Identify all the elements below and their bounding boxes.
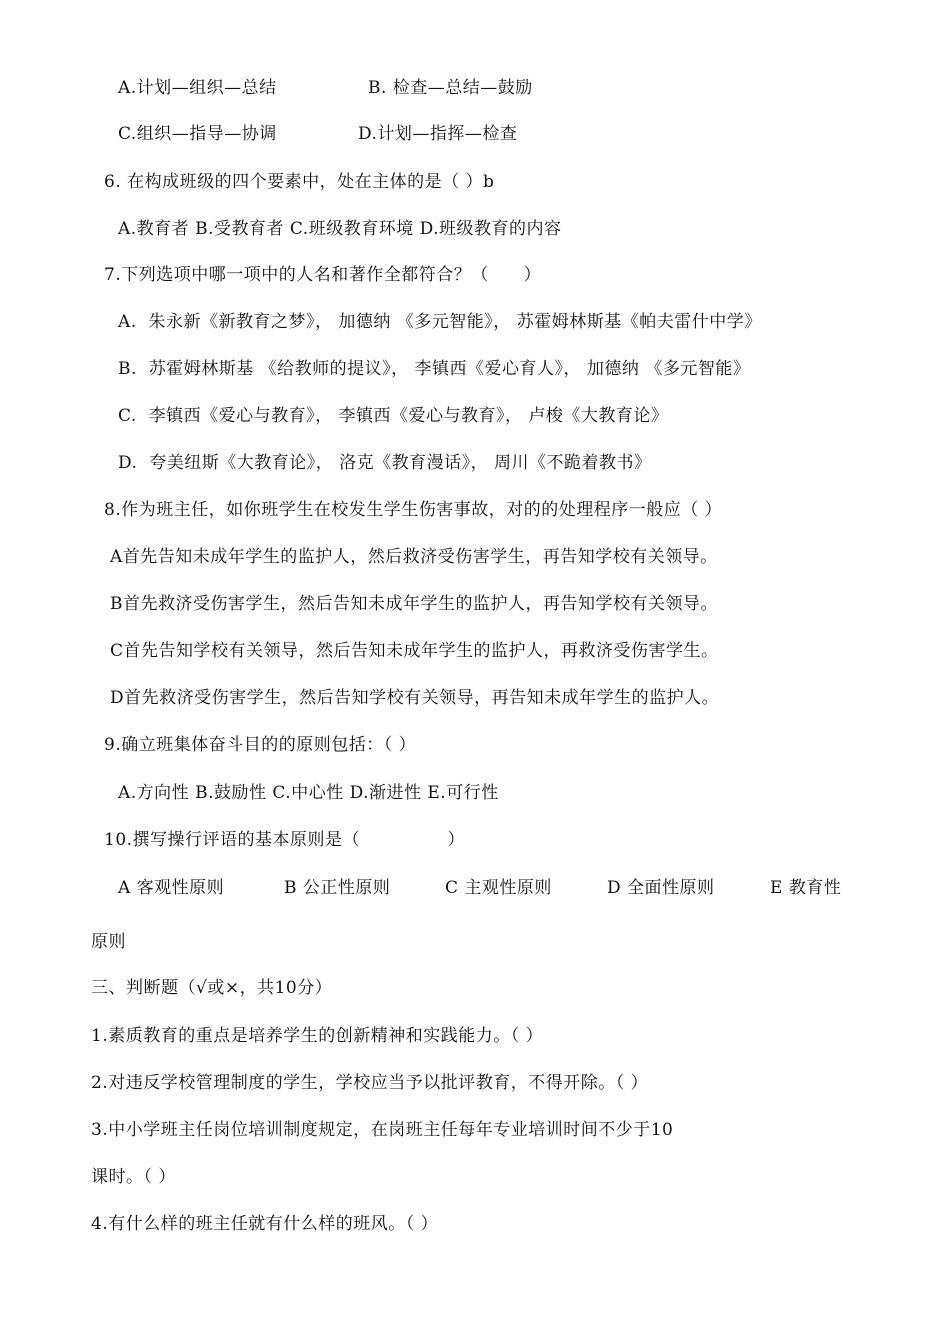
q7-option-a: A. 朱永新《新教育之梦》， 加德纳 《多元智能》， 苏霍姆林斯基《帕夫雷什中学》 bbox=[118, 312, 762, 332]
q9-options: A.方向性 B.鼓励性 C.中心性 D.渐进性 E.可行性 bbox=[118, 783, 499, 803]
tf-question-2: 2.对违反学校管理制度的学生，学校应当予以批评教育，不得开除。（ ） bbox=[91, 1073, 649, 1093]
q7-option-b: B. 苏霍姆林斯基 《给教师的提议》， 李镇西《爱心育人》， 加德纳 《多元智能》 bbox=[118, 359, 751, 379]
section-heading-true-false: 三、判断题（√或×，共10分） bbox=[91, 978, 333, 998]
question-9: 9.确立班集体奋斗目的的原则包括：（ ） bbox=[104, 735, 417, 755]
tf-question-1: 1.素质教育的重点是培养学生的创新精神和实践能力。（ ） bbox=[91, 1026, 544, 1046]
q10-option-e-continued: 原则 bbox=[91, 932, 126, 952]
q5-option-a: A.计划—组织—总结 bbox=[118, 78, 277, 98]
tf-question-3-continued: 课时。（ ） bbox=[91, 1167, 176, 1187]
question-6: 6. 在构成班级的四个要素中，处在主体的是（ ）b bbox=[104, 172, 495, 192]
q10-option-d: D 全面性原则 bbox=[607, 878, 715, 898]
q8-option-d: D首先救济受伤害学生，然后告知学校有关领导，再告知未成年学生的监护人。 bbox=[110, 688, 720, 708]
question-7: 7.下列选项中哪一项中的人名和著作全都符合？（ ） bbox=[104, 265, 542, 285]
q8-option-a: A首先告知未成年学生的监护人，然后救济受伤害学生，再告知学校有关领导。 bbox=[110, 547, 718, 567]
q5-option-c: C.组织—指导—协调 bbox=[118, 124, 277, 144]
q7-option-d: D. 夸美纽斯《大教育论》， 洛克《教育漫话》， 周川《不跪着教书》 bbox=[118, 453, 652, 473]
q10-option-b: B 公正性原则 bbox=[284, 878, 391, 898]
q10-option-a: A 客观性原则 bbox=[118, 878, 225, 898]
q6-options: A.教育者 B.受教育者 C.班级教育环境 D.班级教育的内容 bbox=[118, 219, 562, 239]
q5-option-b: B. 检查—总结—鼓励 bbox=[368, 78, 533, 98]
tf-question-4: 4.有什么样的班主任就有什么样的班风。（ ） bbox=[91, 1214, 439, 1234]
question-10: 10.撰写操行评语的基本原则是（ ） bbox=[104, 830, 466, 850]
q10-option-c: C 主观性原则 bbox=[445, 878, 552, 898]
q10-option-e: E 教育性 bbox=[770, 878, 842, 898]
q5-option-d: D.计划—指挥—检查 bbox=[358, 124, 518, 144]
tf-question-3: 3.中小学班主任岗位培训制度规定，在岗班主任每年专业培训时间不少于10 bbox=[91, 1120, 674, 1140]
question-8: 8.作为班主任，如你班学生在校发生学生伤害事故，对的的处理程序一般应（ ） bbox=[104, 500, 723, 520]
q8-option-c: C首先告知学校有关领导，然后告知未成年学生的监护人，再救济受伤害学生。 bbox=[110, 641, 719, 661]
q7-option-c: C. 李镇西《爱心与教育》， 李镇西《爱心与教育》， 卢梭《大教育论》 bbox=[118, 406, 669, 426]
q8-option-b: B首先救济受伤害学生，然后告知未成年学生的监护人，再告知学校有关领导。 bbox=[110, 594, 718, 614]
